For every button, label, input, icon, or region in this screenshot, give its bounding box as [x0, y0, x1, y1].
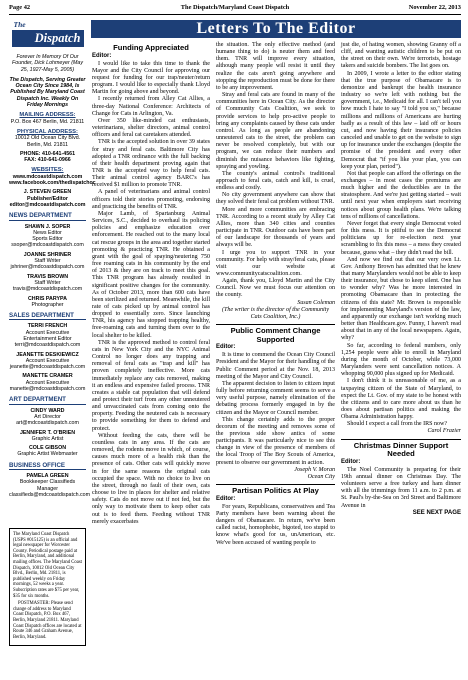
publisher-name: J. STEVEN GREEN [23, 189, 72, 196]
letter-divider [216, 324, 335, 325]
phone: PHONE: 410-641-4561 [19, 150, 76, 157]
letter-paragraph: Never forget that every single Democrat voted for this mess. It is pitiful to see the Democrat politicians up for re-election next year scrambling to fix this mess – a mess they created because, guess what – they didn't read the bill. [341, 220, 461, 256]
letter-paragraph: And now we find out that our very own Lt. Gov. Anthony Brown has admitted that he knew that many Marylanders would not be able to keep their insurance, but chose to keep silent. One has to wonder why? Was he more interested in promoting Obamacare than in protecting the citizens of this state? Mr. Brown is responsible for implementing Maryland's version of the law, and apparently our exchange isn't working much better than Healthcare.gov. Funny, I haven't read about that in any of the local newspapers. Again, why? [341, 256, 461, 342]
letter-paragraph: I would like to take this time to thank the Mayor and the City Council for approving our request for funding for our trap/neuter/return program. I would like to especially thank Lloyd Martin for going above and beyond. [92, 60, 210, 96]
staff-title: Art Director [34, 413, 61, 420]
staff-title: Bookkeeper Classifieds Manager [19, 479, 76, 492]
letter-paragraph: the situation. The only effective method (and humane thing to do) is neuter them and feed them. TNR will improve every situation, although many people will resist it until they realize the cats aren't going anywhere and stopping the reproduction must be done for there to be any improvement. [216, 42, 335, 91]
logo-name: Dispatch [12, 30, 84, 47]
staff-title: Account Executive [25, 379, 70, 386]
staff-title: Account Executive [25, 357, 70, 364]
staff-name: JOANNE SHRINER [23, 251, 72, 258]
staff-name: COLE GIBSON [28, 445, 67, 452]
letter-paragraph: So far, according to federal numbers, only 1,254 people were able to enroll in Maryland during the month of October, while 73,000 Marylanders were sent cancellation notices. A whopping 90,000 plus signed up for Medicaid. [341, 342, 461, 378]
physical-label: PHYSICAL ADDRESS: [17, 128, 78, 135]
letter-divider [216, 484, 335, 485]
staff-email[interactable]: jeanette@mdcoastdispatch.com [9, 364, 86, 371]
letter-signature: Carol Frazier [427, 428, 461, 435]
letter-paragraph: A panel of veterinarians and animal control officers told their stories promoting, endorsing and practicing the benefits of TNR. [92, 189, 210, 210]
art-dept-label: ART DEPARTMENT [9, 397, 86, 404]
serving-statement: The Dispatch, Serving Greater Ocean City Since 1984, Is Published By Maryland Coast Dispatch Inc. Weekly On Friday Mornings [9, 76, 86, 109]
business-office-label: BUSINESS OFFICE [9, 463, 86, 470]
letter-paragraph: TNR is the accepted solution in over 39 states for stray and feral cats. Baltimore City has adopted a TNR ordinance with the full backing of their health department proving again that TNR is the accepted way to help feral cats. Their animal control agency BARC's has received $1 million to promote TNR. [92, 139, 210, 189]
staff-name: JEANETTE DESKIEWICZ [16, 351, 79, 358]
news-dept-label: NEWS DEPARTMENT [9, 213, 86, 220]
letter-paragraph: In 2009, I wrote a letter to the editor stating that the true purpose of Obamacare is to demonize and bankrupt the health insurance industry so we're left with nothing but the government, i.e., Medicaid for all. I can't tell you how much I hate to say "I told you so," because millions and millions of Americans are hurting badly as a result of this law – laid off or hours cut, and now having their insurance policies canceled and unable to get on the website to sign up for insurance under the exchanges (despite the promise of the president and every other Democrat that "if you like your plan, you can keep your plan, period"). [341, 70, 461, 170]
staff-name: CHRIS PARYPA [27, 295, 68, 302]
column-2 [216, 42, 335, 547]
page-number: Page 42 [9, 4, 31, 11]
physical-address: 10012 Old Ocean City Blvd. Berlin, Md. 21811 [14, 135, 81, 148]
section-banner: Letters To The Editor [91, 20, 461, 38]
founder-memorial: Forever In Memory Of Our Founder, Dick Lohmeyer (May 25, 1927-May 5, 2005) [12, 54, 83, 73]
editor-salutation: Editor: [216, 344, 236, 351]
postmaster-info: POSTMASTER: Please send change of address to Maryland Coast Dispatch, P.O. Box 467, Berlin, Maryland 21811. Maryland Coast Dispatch offices are located at Route 346 and Graham Avenue, Berlin, Maryland. [13, 601, 82, 640]
letter-headline: Christmas Dinner Support Needed [353, 440, 449, 459]
letter-paragraph: This change certainly adds to the proper decorum of the meeting and removes some of the previous side show antics of some participants. It was particularly nice to see this change in view of the presence of members of the local Troop of The Boy Scouts of America, present to observe our government in action. [216, 416, 335, 466]
publisher-email[interactable]: editor@mdcoastdispatch.com [9, 201, 86, 208]
editor-salutation: Editor: [92, 52, 112, 59]
staff-email[interactable]: terri@mdcoastdispatch.com [14, 342, 81, 349]
letter-paragraph: just die, of hating women, showing Granny off a cliff, and wanting autistic children to be put on the street on their own. We're terrorists, hostage takers and suicide bombers. The list goes on. [341, 42, 461, 70]
fax: FAX: 410-641-0966 [24, 157, 71, 164]
staff-email[interactable]: manette@mdcoastdispatch.com [9, 386, 86, 393]
websites-label: WEBSITES: [31, 167, 64, 174]
letter-paragraph: TNR is the approved method to control feral cats in New York City and the NYC Animal Control no longer does any trapping and removal of feral cats as "trap and kill" has proven completely ineffective. More cats immediately replace any cats removed, making it an endless and expensive failed process. TNR creates a stable cat population that will defend and protect their turf from any other unneutered and unvaccinated cats from coming onto the property. Feeding the neutered cats is necessary to provide something for them to defend and protect. [92, 339, 210, 432]
logo-the: The [13, 20, 26, 29]
editor-salutation: Editor: [341, 458, 361, 465]
letter-paragraph: The county's animal control's traditional approach to feral cats, catch and kill, is cruel, endless and costly. [216, 170, 335, 192]
staff-email[interactable]: art@mdcoastdispatch.com [16, 420, 79, 427]
publication-statement [9, 528, 86, 646]
letter-signature: Susan Coleman [297, 299, 335, 306]
letter-headline: Funding Appreciated [113, 43, 189, 52]
staff-name: MANETTE CRAMER [22, 373, 73, 380]
letter-headline: Public Comment Change Supported [230, 326, 321, 344]
mailing-label: MAILING ADDRESS: [19, 112, 76, 119]
letter-paragraph: Stray and feral cats are found in many of the communities here in Ocean City. As the director of Community Cats Coalition, we seek to provide services to help pro-active people to bring any complaints caused by these cats under control. As long as people are abandoning unneutered cats to the street, the problem can never be resolved completely, but with our program, we can reduce their numbers and diminish the nuisance behaviors like fighting, spraying and yowling. [216, 92, 335, 170]
letter-signature: Joseph V. Moran [294, 466, 335, 473]
publisher-title: Publisher/Editor [27, 195, 68, 202]
letter-paragraph: No city government anywhere can show that they solved their feral cat problem without TNR. [216, 192, 335, 206]
staff-name: CINDY WARD [30, 407, 65, 414]
continued-jump: SEE NEXT PAGE [412, 509, 461, 516]
publication-info: The Maryland Coast Dispatch (USPS #015125) is an official and legal newspaper for Worcester County. Periodical postage paid at Berlin, Maryland, and additional mailing offices. The Maryland Coast Dispatch, 10012 Old Ocean City Blvd., Berlin, Md. 21811, is published weekly on Friday mornings, 52 weeks a year. Subscription rates are $75 per year, $35 for six months. [13, 532, 82, 599]
sales-dept-label: SALES DEPARTMENT [9, 313, 86, 320]
letter-paragraph: For years, Republicans, conservatives and Tea Party members have been warning about the dangers of Obamacare. In return, we've been called racist, homophobic, bigoted, too stupid to know what's good for us, unAmerican, etc. We've been accused of wanting people to [216, 503, 335, 546]
letter-paragraph: I don't think it is unreasonable of me, as a taxpaying citizen of the State of Maryland, to expect the Lt. Gov. of my state to be honest with the citizens and to care more about us than he does about partisan politics and making the Obama Administration happy. [341, 378, 461, 421]
letter-paragraph: The Noel Community is preparing for their 19th annual dinner on Christmas Day. The volunteers serve a free turkey and ham dinner with all the trimmings from 11 a.m. to 2 p.m. at St. Paul's by-the-Sea on 3rd Street and Baltimore Avenue in [341, 466, 461, 509]
website-link[interactable]: www.mdcoastdispatch.com [12, 173, 83, 180]
staff-email[interactable]: classifieds@mdcoastdispatch.com [9, 491, 91, 498]
staff-title: Staff Writer [34, 279, 61, 286]
letter-paragraph: I recently returned from Alley Cat Allies, a three-day National Conference: Architects of Change for Cats in Arlington, Va. [92, 96, 210, 117]
staff-title: Account Executive Entertainment Editor [23, 329, 72, 342]
letter-headline: Partisan Politics At Play [232, 486, 319, 496]
staff-title: News Editor [33, 229, 62, 236]
staff-name: JENNIFER T. O'BRIEN [19, 429, 76, 436]
staff-title: Graphic Artist Webmaster [17, 451, 78, 458]
letter-signature-town: Ocean City [307, 473, 335, 480]
staff-email[interactable]: jshriner@mdcoastdispatch.com [10, 264, 85, 271]
letter-divider [341, 439, 461, 440]
staff-name: TERRI FRENCH [27, 323, 68, 330]
letter-paragraph: Again, thank you, Lloyd Martin and the City Council. Now we must focus our attention on the county. [216, 278, 335, 299]
issue-date: November 22, 2013 [408, 4, 461, 11]
letter-paragraph: Without feeding the cats, there will be countless cats in any area. If the cats are removed, the rodents move in which, of course, causes much more of a health risk than the presence of cats. Other cats will quickly move in for the same reasons the original cats occupied the space. With no choice to live on the street, through no fault of their own, cats choose to live in places for shelter and relative safety. Cats do not move out if not fed, but the only way to motivate them to keep other cats out is to feed them. Feeding without TNR merely exacerbates [92, 432, 210, 525]
editor-salutation: Editor: [216, 495, 236, 502]
column-3 [341, 42, 461, 517]
staff-title: Graphic Artist [31, 435, 64, 442]
staff-title: Photographer [31, 301, 64, 308]
letter-paragraph: The apparent decision to listen to citizen input fully before returning comment seems to serve a very useful purpose, namely elimination of the debating process formerly engaged in by the citizen and the Mayor or Council member. [216, 380, 335, 416]
staff-title: Sports Editor [32, 236, 63, 243]
staff-name: SHAWN J. SOPER [24, 223, 71, 230]
facebook-link[interactable]: www.facebook.com/thedispatchoc [9, 180, 96, 187]
staff-title: Staff Writer [34, 258, 61, 265]
staff-name: PAMELA GREEN [26, 473, 69, 480]
letter-paragraph: Should I expect a call from the IRS now? [347, 421, 448, 428]
mailing-address: P.O. Box 467 Berlin, Md. 21811 [10, 118, 85, 125]
dispatch-logo [12, 20, 84, 50]
letter-paragraph: Not that people can afford the offerings on the exchanges – in most cases the premiums are much higher and the deductibles are in the stratosphere. And we're just getting started – wait until next year when employers start receiving notices about group health plans. We're talking tens of millions of cancellations. [341, 170, 461, 220]
staff-email[interactable]: travis@mdcoastdispatch.com [12, 286, 83, 293]
writer-note: (The writer is the director of the Community Cats Coalition, Inc.) [221, 306, 330, 320]
letter-paragraph: I urge you to support TNR in your community. For help with stray/feral cats, please visit our website at www.communitycatscoalition.com. [216, 249, 335, 277]
letter-paragraph: Over 350 like-minded cat enthusiasts, veterinarians, shelter directors, animal control officers and feral cat caretakers attended. [92, 117, 210, 139]
letter-paragraph: More and more communities are embracing TNR. According to a recent study by Alley Cat Allies, more than 340 cities and counties participate in TNR. Outdoor cats have been part of our landscape for thousands of years and always will be. [216, 206, 335, 249]
staff-name: TRAVIS BROWN [26, 273, 69, 280]
letter-paragraph: It is time to commend the Ocean City Council President and the Mayor for their handling of the Public Comment period at the Nov. 18, 2013 meeting of the Mayor and City Council. [216, 352, 335, 380]
letter-paragraph: Major Lamb, of Spartanburg Animal Services, S.C., decided to overhaul its policing policies and emphasize education over enforcement. He reached out to the many local cat rescue groups in the area and together started promoting & practicing TNR. He obtained a grant with the goal of spaying/neutering 750 free roaming cats in his community by the end of 2013 & they are on track to meet this goal. This TNR program has already resulted in significant positive changes for the community. As of October 2013, more than 600 cats have been sterilized and returned. Meanwhile, the kill rate of cats picked up by animal control has dropped to essentially zero. Since launching TNR, his agency has stopped trapping healthy, free-roaming cats and turning them over to the local shelter to be killed. [92, 210, 210, 339]
column-1 [92, 42, 210, 526]
paper-name: The Dispatch/Maryland Coast Dispatch [180, 4, 290, 11]
staff-email[interactable]: ssoper@mdcoastdispatch.com [11, 242, 84, 249]
header-rule [9, 14, 461, 15]
